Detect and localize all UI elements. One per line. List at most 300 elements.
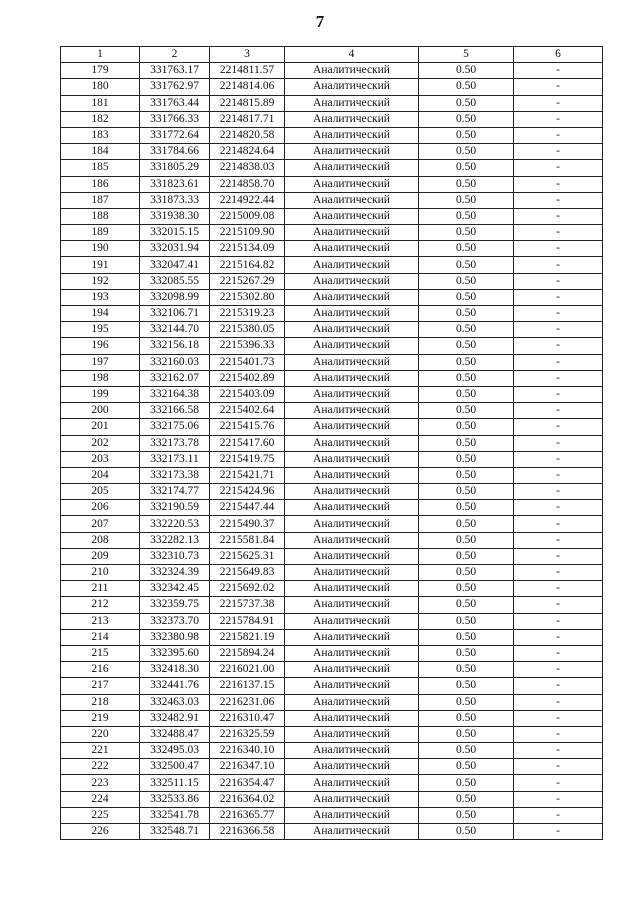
cell-point-number: 197 bbox=[61, 354, 140, 370]
cell-x-coordinate: 332220.53 bbox=[140, 516, 210, 532]
cell-x-coordinate: 332156.18 bbox=[140, 338, 210, 354]
cell-point-number: 218 bbox=[61, 694, 140, 710]
cell-accuracy: 0.50 bbox=[419, 111, 514, 127]
cell-accuracy: 0.50 bbox=[419, 95, 514, 111]
cell-method: Аналитический bbox=[285, 386, 419, 402]
cell-method: Аналитический bbox=[285, 208, 419, 224]
cell-y-coordinate: 2216365.77 bbox=[210, 807, 285, 823]
cell-point-number: 193 bbox=[61, 289, 140, 305]
table-row bbox=[61, 208, 603, 224]
table-row bbox=[61, 451, 603, 467]
cell-y-coordinate: 2215581.84 bbox=[210, 532, 285, 548]
cell-accuracy: 0.50 bbox=[419, 500, 514, 516]
cell-y-coordinate: 2215109.90 bbox=[210, 225, 285, 241]
cell-accuracy: 0.50 bbox=[419, 791, 514, 807]
cell-point-number: 183 bbox=[61, 127, 140, 143]
cell-method: Аналитический bbox=[285, 467, 419, 483]
coordinates-table bbox=[60, 46, 603, 840]
cell-x-coordinate: 332190.59 bbox=[140, 500, 210, 516]
cell-accuracy: 0.50 bbox=[419, 192, 514, 208]
cell-y-coordinate: 2215419.75 bbox=[210, 451, 285, 467]
cell-note: - bbox=[514, 338, 603, 354]
cell-method: Аналитический bbox=[285, 273, 419, 289]
cell-method: Аналитический bbox=[285, 824, 419, 840]
cell-method: Аналитический bbox=[285, 419, 419, 435]
cell-x-coordinate: 332106.71 bbox=[140, 306, 210, 322]
cell-accuracy: 0.50 bbox=[419, 273, 514, 289]
cell-accuracy: 0.50 bbox=[419, 743, 514, 759]
column-header: 5 bbox=[419, 47, 514, 63]
cell-note: - bbox=[514, 79, 603, 95]
cell-y-coordinate: 2215380.05 bbox=[210, 322, 285, 338]
column-header: 6 bbox=[514, 47, 603, 63]
table-row bbox=[61, 467, 603, 483]
cell-note: - bbox=[514, 581, 603, 597]
cell-method: Аналитический bbox=[285, 694, 419, 710]
cell-x-coordinate: 332359.75 bbox=[140, 597, 210, 613]
cell-y-coordinate: 2215267.29 bbox=[210, 273, 285, 289]
cell-accuracy: 0.50 bbox=[419, 160, 514, 176]
cell-y-coordinate: 2214811.57 bbox=[210, 63, 285, 79]
cell-y-coordinate: 2215894.24 bbox=[210, 645, 285, 661]
cell-method: Аналитический bbox=[285, 500, 419, 516]
cell-accuracy: 0.50 bbox=[419, 807, 514, 823]
table-row bbox=[61, 710, 603, 726]
table-row bbox=[61, 225, 603, 241]
cell-x-coordinate: 332160.03 bbox=[140, 354, 210, 370]
cell-y-coordinate: 2216340.10 bbox=[210, 743, 285, 759]
table-row bbox=[61, 516, 603, 532]
cell-accuracy: 0.50 bbox=[419, 645, 514, 661]
cell-method: Аналитический bbox=[285, 597, 419, 613]
cell-x-coordinate: 332144.70 bbox=[140, 322, 210, 338]
table-row bbox=[61, 548, 603, 564]
cell-y-coordinate: 2214820.58 bbox=[210, 127, 285, 143]
cell-method: Аналитический bbox=[285, 192, 419, 208]
cell-y-coordinate: 2215417.60 bbox=[210, 435, 285, 451]
cell-method: Аналитический bbox=[285, 451, 419, 467]
column-header: 4 bbox=[285, 47, 419, 63]
cell-y-coordinate: 2215424.96 bbox=[210, 484, 285, 500]
cell-note: - bbox=[514, 322, 603, 338]
cell-method: Аналитический bbox=[285, 111, 419, 127]
cell-method: Аналитический bbox=[285, 548, 419, 564]
table-row bbox=[61, 726, 603, 742]
cell-note: - bbox=[514, 354, 603, 370]
cell-point-number: 182 bbox=[61, 111, 140, 127]
cell-point-number: 203 bbox=[61, 451, 140, 467]
cell-note: - bbox=[514, 500, 603, 516]
cell-y-coordinate: 2216366.58 bbox=[210, 824, 285, 840]
cell-x-coordinate: 331763.44 bbox=[140, 95, 210, 111]
cell-note: - bbox=[514, 743, 603, 759]
table-row bbox=[61, 338, 603, 354]
cell-x-coordinate: 332488.47 bbox=[140, 726, 210, 742]
cell-x-coordinate: 332380.98 bbox=[140, 629, 210, 645]
table-row bbox=[61, 144, 603, 160]
table-header bbox=[61, 47, 603, 63]
cell-accuracy: 0.50 bbox=[419, 565, 514, 581]
cell-method: Аналитический bbox=[285, 160, 419, 176]
cell-accuracy: 0.50 bbox=[419, 435, 514, 451]
cell-x-coordinate: 331766.33 bbox=[140, 111, 210, 127]
cell-y-coordinate: 2216325.59 bbox=[210, 726, 285, 742]
cell-method: Аналитический bbox=[285, 289, 419, 305]
cell-x-coordinate: 331823.61 bbox=[140, 176, 210, 192]
cell-accuracy: 0.50 bbox=[419, 662, 514, 678]
cell-method: Аналитический bbox=[285, 354, 419, 370]
cell-method: Аналитический bbox=[285, 516, 419, 532]
table-row bbox=[61, 306, 603, 322]
cell-point-number: 188 bbox=[61, 208, 140, 224]
cell-accuracy: 0.50 bbox=[419, 79, 514, 95]
cell-y-coordinate: 2215302.80 bbox=[210, 289, 285, 305]
cell-y-coordinate: 2215164.82 bbox=[210, 257, 285, 273]
cell-point-number: 216 bbox=[61, 662, 140, 678]
cell-accuracy: 0.50 bbox=[419, 176, 514, 192]
cell-x-coordinate: 332463.03 bbox=[140, 694, 210, 710]
cell-note: - bbox=[514, 484, 603, 500]
cell-point-number: 221 bbox=[61, 743, 140, 759]
cell-y-coordinate: 2215319.23 bbox=[210, 306, 285, 322]
cell-y-coordinate: 2215784.91 bbox=[210, 613, 285, 629]
table-row bbox=[61, 532, 603, 548]
table-row bbox=[61, 645, 603, 661]
cell-method: Аналитический bbox=[285, 645, 419, 661]
cell-y-coordinate: 2215402.89 bbox=[210, 370, 285, 386]
cell-method: Аналитический bbox=[285, 322, 419, 338]
cell-method: Аналитический bbox=[285, 484, 419, 500]
cell-y-coordinate: 2216137.15 bbox=[210, 678, 285, 694]
cell-point-number: 186 bbox=[61, 176, 140, 192]
cell-note: - bbox=[514, 225, 603, 241]
table-row bbox=[61, 662, 603, 678]
cell-point-number: 194 bbox=[61, 306, 140, 322]
cell-point-number: 196 bbox=[61, 338, 140, 354]
table-row bbox=[61, 289, 603, 305]
cell-note: - bbox=[514, 662, 603, 678]
cell-note: - bbox=[514, 775, 603, 791]
cell-point-number: 179 bbox=[61, 63, 140, 79]
cell-note: - bbox=[514, 192, 603, 208]
cell-note: - bbox=[514, 694, 603, 710]
cell-y-coordinate: 2214858.70 bbox=[210, 176, 285, 192]
cell-x-coordinate: 332047.41 bbox=[140, 257, 210, 273]
cell-note: - bbox=[514, 678, 603, 694]
cell-point-number: 206 bbox=[61, 500, 140, 516]
cell-accuracy: 0.50 bbox=[419, 678, 514, 694]
cell-point-number: 199 bbox=[61, 386, 140, 402]
table-row bbox=[61, 759, 603, 775]
table-row bbox=[61, 484, 603, 500]
cell-y-coordinate: 2215649.83 bbox=[210, 565, 285, 581]
table-row bbox=[61, 241, 603, 257]
cell-accuracy: 0.50 bbox=[419, 597, 514, 613]
cell-method: Аналитический bbox=[285, 726, 419, 742]
cell-accuracy: 0.50 bbox=[419, 338, 514, 354]
cell-x-coordinate: 332015.15 bbox=[140, 225, 210, 241]
cell-x-coordinate: 331805.29 bbox=[140, 160, 210, 176]
table-row bbox=[61, 322, 603, 338]
cell-point-number: 201 bbox=[61, 419, 140, 435]
cell-note: - bbox=[514, 791, 603, 807]
cell-x-coordinate: 332441.76 bbox=[140, 678, 210, 694]
table-row bbox=[61, 192, 603, 208]
cell-point-number: 211 bbox=[61, 581, 140, 597]
cell-method: Аналитический bbox=[285, 225, 419, 241]
cell-note: - bbox=[514, 160, 603, 176]
table-row bbox=[61, 694, 603, 710]
cell-accuracy: 0.50 bbox=[419, 759, 514, 775]
cell-x-coordinate: 332324.39 bbox=[140, 565, 210, 581]
cell-method: Аналитический bbox=[285, 791, 419, 807]
cell-x-coordinate: 332482.91 bbox=[140, 710, 210, 726]
table-row bbox=[61, 597, 603, 613]
cell-accuracy: 0.50 bbox=[419, 370, 514, 386]
cell-point-number: 219 bbox=[61, 710, 140, 726]
cell-y-coordinate: 2215396.33 bbox=[210, 338, 285, 354]
cell-note: - bbox=[514, 403, 603, 419]
cell-x-coordinate: 332166.58 bbox=[140, 403, 210, 419]
cell-method: Аналитический bbox=[285, 710, 419, 726]
cell-point-number: 207 bbox=[61, 516, 140, 532]
cell-point-number: 217 bbox=[61, 678, 140, 694]
cell-method: Аналитический bbox=[285, 127, 419, 143]
cell-x-coordinate: 331763.17 bbox=[140, 63, 210, 79]
table-row bbox=[61, 111, 603, 127]
cell-point-number: 204 bbox=[61, 467, 140, 483]
cell-accuracy: 0.50 bbox=[419, 241, 514, 257]
cell-x-coordinate: 331938.30 bbox=[140, 208, 210, 224]
cell-x-coordinate: 332098.99 bbox=[140, 289, 210, 305]
cell-point-number: 220 bbox=[61, 726, 140, 742]
cell-accuracy: 0.50 bbox=[419, 548, 514, 564]
table-row bbox=[61, 403, 603, 419]
cell-point-number: 184 bbox=[61, 144, 140, 160]
cell-x-coordinate: 332548.71 bbox=[140, 824, 210, 840]
cell-accuracy: 0.50 bbox=[419, 532, 514, 548]
cell-note: - bbox=[514, 451, 603, 467]
cell-method: Аналитический bbox=[285, 775, 419, 791]
cell-x-coordinate: 332511.15 bbox=[140, 775, 210, 791]
cell-method: Аналитический bbox=[285, 678, 419, 694]
cell-note: - bbox=[514, 597, 603, 613]
cell-note: - bbox=[514, 516, 603, 532]
cell-method: Аналитический bbox=[285, 95, 419, 111]
table-row bbox=[61, 678, 603, 694]
cell-method: Аналитический bbox=[285, 759, 419, 775]
cell-note: - bbox=[514, 127, 603, 143]
table-row bbox=[61, 807, 603, 823]
cell-note: - bbox=[514, 629, 603, 645]
cell-point-number: 180 bbox=[61, 79, 140, 95]
cell-x-coordinate: 331772.64 bbox=[140, 127, 210, 143]
cell-accuracy: 0.50 bbox=[419, 63, 514, 79]
cell-method: Аналитический bbox=[285, 743, 419, 759]
cell-method: Аналитический bbox=[285, 565, 419, 581]
cell-point-number: 208 bbox=[61, 532, 140, 548]
cell-x-coordinate: 332173.11 bbox=[140, 451, 210, 467]
cell-x-coordinate: 332175.06 bbox=[140, 419, 210, 435]
cell-x-coordinate: 332173.38 bbox=[140, 467, 210, 483]
cell-point-number: 224 bbox=[61, 791, 140, 807]
cell-accuracy: 0.50 bbox=[419, 354, 514, 370]
cell-y-coordinate: 2214922.44 bbox=[210, 192, 285, 208]
table-row bbox=[61, 63, 603, 79]
cell-point-number: 189 bbox=[61, 225, 140, 241]
cell-x-coordinate: 332342.45 bbox=[140, 581, 210, 597]
cell-y-coordinate: 2214824.64 bbox=[210, 144, 285, 160]
cell-note: - bbox=[514, 386, 603, 402]
cell-note: - bbox=[514, 289, 603, 305]
cell-note: - bbox=[514, 208, 603, 224]
cell-method: Аналитический bbox=[285, 807, 419, 823]
table-row bbox=[61, 775, 603, 791]
cell-point-number: 226 bbox=[61, 824, 140, 840]
table-row bbox=[61, 370, 603, 386]
cell-point-number: 192 bbox=[61, 273, 140, 289]
cell-y-coordinate: 2216231.06 bbox=[210, 694, 285, 710]
cell-note: - bbox=[514, 565, 603, 581]
cell-accuracy: 0.50 bbox=[419, 775, 514, 791]
cell-point-number: 205 bbox=[61, 484, 140, 500]
cell-note: - bbox=[514, 807, 603, 823]
cell-note: - bbox=[514, 111, 603, 127]
column-header: 2 bbox=[140, 47, 210, 63]
table-body bbox=[61, 63, 603, 840]
cell-method: Аналитический bbox=[285, 629, 419, 645]
cell-method: Аналитический bbox=[285, 581, 419, 597]
cell-note: - bbox=[514, 273, 603, 289]
table-row bbox=[61, 435, 603, 451]
cell-x-coordinate: 332031.94 bbox=[140, 241, 210, 257]
cell-x-coordinate: 332541.78 bbox=[140, 807, 210, 823]
cell-note: - bbox=[514, 726, 603, 742]
cell-point-number: 200 bbox=[61, 403, 140, 419]
cell-accuracy: 0.50 bbox=[419, 824, 514, 840]
table-row bbox=[61, 176, 603, 192]
cell-y-coordinate: 2215009.08 bbox=[210, 208, 285, 224]
cell-x-coordinate: 332373.70 bbox=[140, 613, 210, 629]
cell-accuracy: 0.50 bbox=[419, 225, 514, 241]
cell-accuracy: 0.50 bbox=[419, 629, 514, 645]
cell-method: Аналитический bbox=[285, 79, 419, 95]
cell-x-coordinate: 332282.13 bbox=[140, 532, 210, 548]
cell-point-number: 213 bbox=[61, 613, 140, 629]
table-row bbox=[61, 629, 603, 645]
cell-method: Аналитический bbox=[285, 613, 419, 629]
cell-accuracy: 0.50 bbox=[419, 451, 514, 467]
cell-accuracy: 0.50 bbox=[419, 322, 514, 338]
table-row bbox=[61, 581, 603, 597]
cell-y-coordinate: 2214815.89 bbox=[210, 95, 285, 111]
cell-x-coordinate: 331762.97 bbox=[140, 79, 210, 95]
cell-accuracy: 0.50 bbox=[419, 484, 514, 500]
table-row bbox=[61, 500, 603, 516]
cell-note: - bbox=[514, 548, 603, 564]
table-row bbox=[61, 79, 603, 95]
cell-accuracy: 0.50 bbox=[419, 144, 514, 160]
cell-note: - bbox=[514, 63, 603, 79]
cell-method: Аналитический bbox=[285, 176, 419, 192]
cell-x-coordinate: 332085.55 bbox=[140, 273, 210, 289]
cell-note: - bbox=[514, 824, 603, 840]
cell-note: - bbox=[514, 176, 603, 192]
cell-note: - bbox=[514, 370, 603, 386]
cell-method: Аналитический bbox=[285, 435, 419, 451]
cell-method: Аналитический bbox=[285, 306, 419, 322]
cell-point-number: 209 bbox=[61, 548, 140, 564]
cell-method: Аналитический bbox=[285, 63, 419, 79]
cell-point-number: 210 bbox=[61, 565, 140, 581]
cell-accuracy: 0.50 bbox=[419, 257, 514, 273]
cell-point-number: 187 bbox=[61, 192, 140, 208]
cell-y-coordinate: 2215625.31 bbox=[210, 548, 285, 564]
cell-accuracy: 0.50 bbox=[419, 613, 514, 629]
table-row bbox=[61, 419, 603, 435]
cell-x-coordinate: 331873.33 bbox=[140, 192, 210, 208]
cell-method: Аналитический bbox=[285, 144, 419, 160]
cell-note: - bbox=[514, 613, 603, 629]
cell-y-coordinate: 2214814.06 bbox=[210, 79, 285, 95]
cell-y-coordinate: 2215737.38 bbox=[210, 597, 285, 613]
header-row bbox=[61, 47, 603, 63]
table-row bbox=[61, 273, 603, 289]
cell-point-number: 215 bbox=[61, 645, 140, 661]
cell-y-coordinate: 2216354.47 bbox=[210, 775, 285, 791]
cell-method: Аналитический bbox=[285, 662, 419, 678]
cell-note: - bbox=[514, 645, 603, 661]
cell-note: - bbox=[514, 144, 603, 160]
cell-accuracy: 0.50 bbox=[419, 127, 514, 143]
cell-method: Аналитический bbox=[285, 241, 419, 257]
cell-x-coordinate: 332164.38 bbox=[140, 386, 210, 402]
cell-point-number: 212 bbox=[61, 597, 140, 613]
cell-note: - bbox=[514, 419, 603, 435]
cell-y-coordinate: 2216364.02 bbox=[210, 791, 285, 807]
cell-x-coordinate: 332495.03 bbox=[140, 743, 210, 759]
cell-point-number: 202 bbox=[61, 435, 140, 451]
cell-y-coordinate: 2215402.64 bbox=[210, 403, 285, 419]
cell-note: - bbox=[514, 710, 603, 726]
cell-y-coordinate: 2215415.76 bbox=[210, 419, 285, 435]
cell-accuracy: 0.50 bbox=[419, 694, 514, 710]
cell-note: - bbox=[514, 95, 603, 111]
cell-x-coordinate: 332533.86 bbox=[140, 791, 210, 807]
cell-method: Аналитический bbox=[285, 403, 419, 419]
cell-x-coordinate: 332174.77 bbox=[140, 484, 210, 500]
cell-x-coordinate: 332310.73 bbox=[140, 548, 210, 564]
cell-method: Аналитический bbox=[285, 257, 419, 273]
table-row bbox=[61, 354, 603, 370]
cell-point-number: 190 bbox=[61, 241, 140, 257]
cell-accuracy: 0.50 bbox=[419, 581, 514, 597]
table-row bbox=[61, 565, 603, 581]
column-header: 3 bbox=[210, 47, 285, 63]
cell-accuracy: 0.50 bbox=[419, 516, 514, 532]
cell-point-number: 222 bbox=[61, 759, 140, 775]
cell-y-coordinate: 2215490.37 bbox=[210, 516, 285, 532]
cell-method: Аналитический bbox=[285, 532, 419, 548]
cell-x-coordinate: 332173.78 bbox=[140, 435, 210, 451]
cell-point-number: 195 bbox=[61, 322, 140, 338]
cell-accuracy: 0.50 bbox=[419, 289, 514, 305]
cell-note: - bbox=[514, 306, 603, 322]
column-header: 1 bbox=[61, 47, 140, 63]
table-row bbox=[61, 791, 603, 807]
cell-note: - bbox=[514, 532, 603, 548]
cell-method: Аналитический bbox=[285, 370, 419, 386]
